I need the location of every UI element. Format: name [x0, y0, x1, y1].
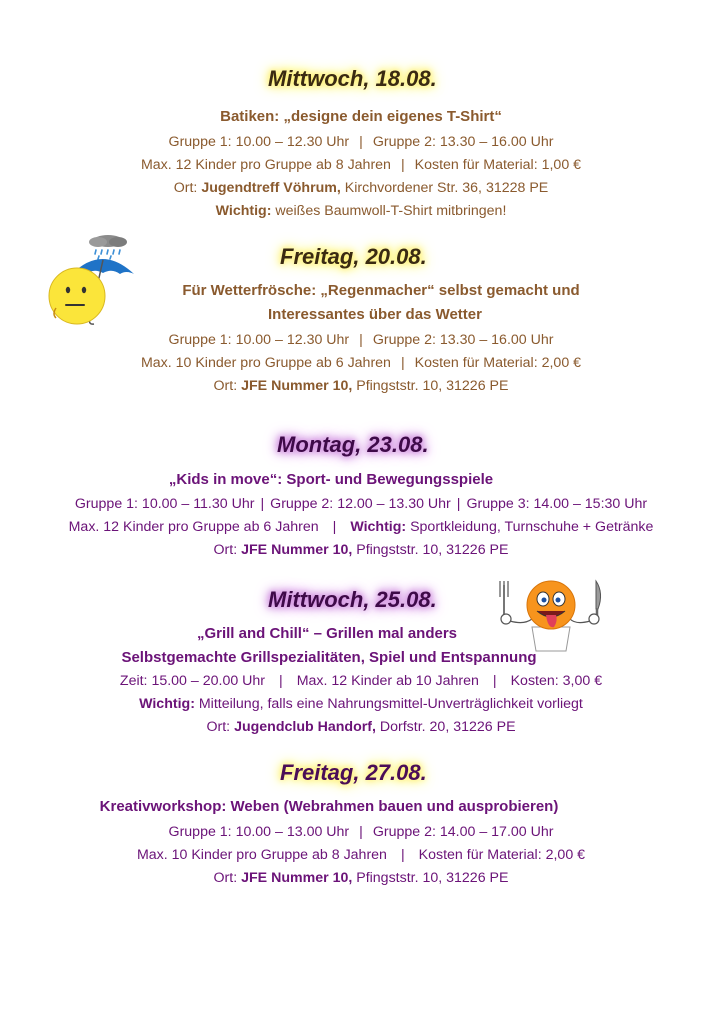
place-address: Dorfstr. 20, 31226 PE: [375, 719, 516, 735]
place-address: Pfingststr. 10, 31226 PE: [352, 378, 509, 394]
event-note: [0, 201, 722, 221]
note-text: Mitteilung, falls eine Nahrungsmittel-Unverträglichkeit vorliegt: [194, 696, 583, 712]
event-date: Freitag, 27.08.: [280, 760, 427, 785]
note-label: Wichtig:: [139, 696, 195, 712]
note-text: weißes Baumwoll-T-Shirt mitbringen!: [271, 203, 507, 219]
event-place: [0, 540, 722, 560]
separator: |: [359, 824, 363, 840]
separator: |: [359, 134, 363, 150]
event-date: Freitag, 20.08.: [280, 244, 427, 269]
event-note: [0, 694, 722, 714]
place-address: Kirchvordener Str. 36, 31228 PE: [340, 180, 549, 196]
capacity-text: Max. 12 Kinder ab 10 Jahren: [296, 673, 479, 689]
separator: |: [260, 496, 265, 512]
place-prefix: Ort:: [213, 378, 242, 394]
place-prefix: Ort:: [213, 542, 242, 558]
place-name: Jugendtreff Vöhrum,: [201, 180, 341, 196]
place-address: Pfingststr. 10, 31226 PE: [352, 542, 509, 558]
time-text: Zeit: 15.00 – 20.00 Uhr: [119, 673, 266, 689]
group-time: Gruppe 2: 12.00 – 13.30 Uhr: [270, 496, 451, 512]
event-title-line-1: „Grill and Chill“ – Grillen mal anders: [196, 625, 458, 642]
event-title: Batiken: „designe dein eigenes T-Shirt“: [220, 108, 502, 125]
note-label: Wichtig:: [215, 203, 272, 219]
capacity-text: Max. 10 Kinder pro Gruppe ab 6 Jahren: [140, 355, 391, 371]
event-groups: [0, 494, 722, 514]
separator: |: [400, 157, 405, 173]
group-time: Gruppe 2: 14.00 – 17.00 Uhr: [372, 824, 554, 840]
capacity-text: Max. 10 Kinder pro Gruppe ab 8 Jahren: [136, 847, 387, 863]
event-place: [0, 717, 722, 737]
event-place: [0, 178, 722, 198]
place-prefix: Ort:: [213, 870, 242, 886]
place-name: JFE Nummer 10,: [241, 542, 353, 558]
event-date: Mittwoch, 25.08.: [268, 587, 437, 612]
separator: |: [492, 673, 497, 689]
separator: |: [359, 332, 363, 348]
capacity-text: Max. 12 Kinder pro Gruppe ab 8 Jahren: [140, 157, 391, 173]
group-time: Gruppe 1: 10.00 – 13.00 Uhr: [168, 824, 350, 840]
cost-text: Kosten für Material: 2,00 €: [418, 847, 586, 863]
event-place: [0, 376, 722, 396]
cost-text: Kosten für Material: 2,00 €: [414, 355, 582, 371]
separator: |: [400, 355, 405, 371]
separator: |: [456, 496, 461, 512]
place-prefix: Ort:: [206, 719, 235, 735]
note-label: Wichtig:: [350, 519, 407, 535]
group-time: Gruppe 1: 10.00 – 12.30 Uhr: [168, 332, 350, 348]
group-time: Gruppe 2: 13.30 – 16.00 Uhr: [372, 134, 554, 150]
group-time: Gruppe 2: 13.30 – 16.00 Uhr: [372, 332, 554, 348]
separator: |: [400, 847, 405, 863]
event-groups: [0, 132, 722, 152]
note-text: Sportkleidung, Turnschuhe + Getränke: [406, 519, 654, 535]
event-title-line-2: Interessantes über das Wetter: [268, 306, 482, 323]
event-place: [0, 868, 722, 888]
event-info: [0, 671, 722, 691]
event-info: [0, 353, 722, 373]
event-title-line-2: Selbstgemachte Grillspezialitäten, Spiel und Entspannung: [121, 649, 537, 666]
place-address: Pfingststr. 10, 31226 PE: [352, 870, 509, 886]
place-name: JFE Nummer 10,: [241, 378, 353, 394]
group-time: Gruppe 1: 10.00 – 11.30 Uhr: [74, 496, 255, 512]
event-title: Kreativworkshop: Weben (Webrahmen bauen und ausprobieren): [99, 798, 559, 815]
event-info: [0, 155, 722, 175]
event-title: „Kids in move“: Sport- und Bewegungsspiele: [168, 471, 494, 488]
event-info: [0, 517, 722, 537]
separator: |: [279, 673, 283, 689]
event-title-line-1: Für Wetterfrösche: „Regenmacher“ selbst gemacht und: [182, 282, 580, 299]
place-name: JFE Nummer 10,: [241, 870, 353, 886]
group-time: Gruppe 1: 10.00 – 12.30 Uhr: [168, 134, 350, 150]
event-groups: [0, 822, 722, 842]
capacity-text: Max. 12 Kinder pro Gruppe ab 6 Jahren: [68, 519, 319, 535]
group-time: Gruppe 3: 14.00 – 15:30 Uhr: [466, 496, 648, 512]
place-name: Jugendclub Handorf,: [234, 719, 376, 735]
cost-text: Kosten: 3,00 €: [510, 673, 603, 689]
event-date: Mittwoch, 18.08.: [268, 66, 437, 91]
separator: |: [332, 519, 337, 535]
event-date: Montag, 23.08.: [277, 432, 429, 457]
event-groups: [0, 330, 722, 350]
cost-text: Kosten für Material: 1,00 €: [414, 157, 582, 173]
event-info: [0, 845, 722, 865]
place-prefix: Ort:: [173, 180, 202, 196]
